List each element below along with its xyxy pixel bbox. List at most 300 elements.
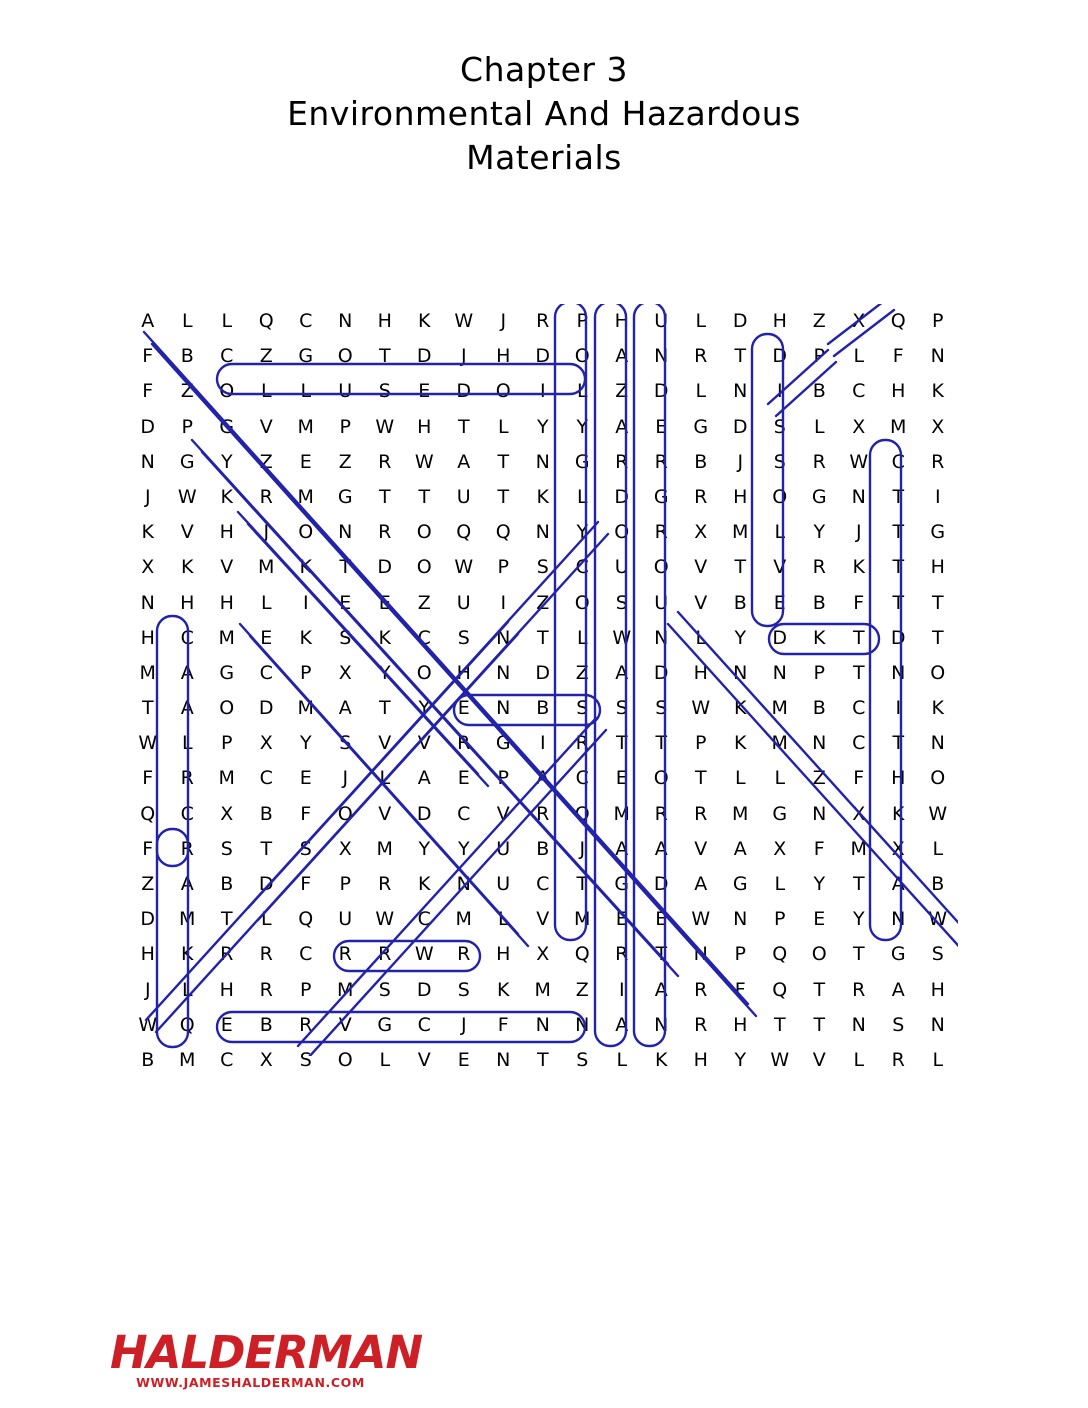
grid-letter: Z — [180, 380, 194, 403]
grid-letter: L — [181, 310, 193, 332]
grid-letter: G — [298, 345, 314, 368]
grid-letter: K — [852, 556, 865, 579]
grid-letter: W — [928, 802, 948, 825]
grid-letter: B — [733, 591, 747, 614]
grid-letter: H — [496, 345, 511, 368]
grid-letter: O — [416, 556, 432, 579]
grid-letter: Q — [772, 943, 788, 966]
grid-letter: G — [179, 450, 195, 473]
grid-letter: U — [654, 591, 669, 614]
grid-letter: K — [931, 697, 944, 720]
grid-letter: Z — [575, 661, 589, 684]
grid-letter: T — [773, 1013, 786, 1036]
grid-letter: O — [219, 380, 235, 403]
grid-letter: E — [655, 908, 668, 931]
grid-letter: M — [179, 908, 196, 931]
grid-letter: G — [693, 415, 709, 438]
grid-letter: Y — [220, 450, 233, 473]
grid-letter: O — [298, 521, 314, 544]
grid-letter: N — [140, 591, 155, 614]
grid-letter: W — [454, 310, 474, 332]
grid-letter: C — [891, 450, 905, 473]
grid-letter: R — [694, 802, 708, 825]
grid-letter: F — [813, 837, 825, 860]
grid-letter: C — [417, 626, 431, 649]
grid-letter: T — [418, 485, 431, 508]
grid-letter: Z — [338, 450, 352, 473]
grid-letter: X — [852, 310, 866, 332]
grid-letter: D — [535, 345, 551, 368]
grid-letter: K — [497, 978, 510, 1001]
grid-letter: P — [774, 908, 786, 931]
grid-letter: F — [300, 873, 312, 895]
grid-letter: P — [576, 310, 588, 332]
grid-letter: N — [772, 661, 787, 684]
grid-letter: T — [852, 626, 865, 649]
grid-letter: T — [457, 415, 470, 438]
grid-letter: A — [891, 873, 905, 895]
grid-letter: A — [536, 767, 550, 790]
grid-letter: L — [576, 626, 588, 649]
grid-letter: V — [694, 591, 708, 614]
grid-letter: J — [144, 978, 151, 1001]
title-line-3: Materials — [466, 138, 622, 177]
grid-letter: U — [456, 485, 471, 508]
grid-letter: N — [654, 1013, 669, 1036]
grid-letter: A — [141, 310, 155, 332]
grid-letter: N — [575, 1013, 590, 1036]
grid-letter: Q — [140, 802, 156, 825]
grid-letter: N — [930, 1013, 945, 1036]
grid-letter: F — [853, 591, 865, 614]
grid-letter: K — [418, 310, 431, 332]
grid-letter: Q — [574, 802, 590, 825]
grid-letter: T — [220, 908, 233, 931]
grid-letter: X — [694, 521, 708, 544]
grid-letter: C — [417, 908, 431, 931]
grid-letter: M — [890, 415, 907, 438]
grid-letter: P — [695, 732, 707, 755]
grid-letter: J — [579, 837, 586, 860]
grid-letter: G — [574, 450, 590, 473]
grid-letter: X — [852, 802, 866, 825]
grid-letter: J — [855, 521, 862, 544]
grid-letter: P — [932, 310, 944, 332]
grid-letter: I — [539, 732, 546, 755]
grid-letter: B — [259, 1013, 273, 1036]
grid-letter: S — [378, 380, 391, 403]
grid-letter: Y — [734, 626, 747, 649]
grid-letter: A — [615, 661, 629, 684]
grid-letter: S — [773, 450, 786, 473]
grid-letter: N — [891, 908, 906, 931]
grid-letter: F — [142, 380, 154, 403]
grid-letter: N — [812, 732, 827, 755]
grid-letter: B — [180, 345, 194, 368]
grid-letter: D — [258, 697, 274, 720]
grid-letter: T — [378, 345, 391, 368]
grid-letter: L — [379, 767, 391, 790]
grid-letter: T — [141, 697, 154, 720]
grid-letter: W — [454, 556, 474, 579]
grid-letter: L — [181, 978, 193, 1001]
grid-letter: M — [218, 767, 235, 790]
grid-letter: T — [655, 732, 668, 755]
grid-letter: V — [378, 732, 392, 755]
grid-letter: N — [693, 943, 708, 966]
grid-letter: S — [378, 978, 391, 1001]
grid-letter: U — [654, 310, 669, 332]
grid-letter: R — [220, 943, 234, 966]
grid-letter: M — [179, 1048, 196, 1071]
grid-letter: X — [536, 943, 550, 966]
grid-letter: E — [339, 591, 352, 614]
grid-letter: R — [694, 1013, 708, 1036]
grid-letter: U — [456, 591, 471, 614]
grid-letter: L — [813, 415, 825, 438]
grid-letter: L — [932, 1048, 944, 1071]
publisher-logo — [110, 1326, 423, 1391]
grid-letter: R — [536, 802, 550, 825]
grid-letter: D — [653, 380, 669, 403]
grid-letter: K — [181, 556, 194, 579]
grid-letter: S — [457, 978, 470, 1001]
grid-letter: C — [259, 767, 273, 790]
grid-letter: D — [772, 345, 788, 368]
grid-letter: T — [497, 450, 510, 473]
grid-letter: W — [691, 697, 711, 720]
grid-letter: X — [338, 837, 352, 860]
grid-letter: M — [455, 908, 472, 931]
grid-letter: Q — [495, 521, 511, 544]
grid-letter: S — [615, 697, 628, 720]
grid-letter: Y — [536, 415, 549, 438]
grid-letter: V — [496, 802, 510, 825]
grid-letter: D — [258, 873, 274, 895]
grid-letter: Y — [734, 1048, 747, 1071]
grid-letter: T — [892, 732, 905, 755]
grid-letter: W — [138, 1013, 158, 1036]
grid-letter: I — [618, 978, 625, 1001]
grid-letter: Q — [179, 1013, 195, 1036]
grid-letter: A — [733, 837, 747, 860]
title-line-1: Chapter 3 — [460, 50, 628, 89]
letter-grid — [128, 304, 958, 1071]
grid-letter: L — [853, 345, 865, 368]
grid-letter: A — [654, 978, 668, 1001]
grid-letter: N — [851, 1013, 866, 1036]
grid-letter: H — [693, 661, 708, 684]
grid-letter: A — [891, 978, 905, 1001]
grid-letter: Q — [772, 978, 788, 1001]
grid-letter: C — [852, 697, 866, 720]
grid-letter: R — [931, 450, 945, 473]
grid-letter: A — [654, 837, 668, 860]
grid-letter: V — [259, 415, 273, 438]
grid-letter: L — [260, 380, 272, 403]
brand-name: HALDERMAN — [110, 1326, 423, 1379]
grid-letter: Z — [812, 767, 826, 790]
word-search-puzzle — [128, 304, 958, 1071]
grid-letter: B — [141, 1048, 155, 1071]
grid-letter: T — [497, 485, 510, 508]
grid-letter: B — [694, 450, 708, 473]
grid-letter: T — [852, 943, 865, 966]
grid-letter: N — [496, 661, 511, 684]
grid-letter: R — [180, 767, 194, 790]
grid-letter: W — [138, 732, 158, 755]
grid-letter: A — [338, 697, 352, 720]
grid-letter: P — [734, 943, 746, 966]
grid-letter: N — [930, 345, 945, 368]
grid-letter: N — [812, 802, 827, 825]
grid-letter: M — [258, 556, 275, 579]
grid-letter: N — [930, 732, 945, 755]
grid-letter: E — [299, 450, 312, 473]
grid-letter: W — [414, 450, 434, 473]
grid-letter: J — [144, 485, 151, 508]
grid-letter: L — [695, 626, 707, 649]
grid-letter: Q — [258, 310, 274, 332]
grid-letter: R — [654, 802, 668, 825]
grid-letter: H — [733, 485, 748, 508]
grid-letter: T — [892, 591, 905, 614]
grid-letter: A — [615, 1013, 629, 1036]
grid-letter: G — [614, 873, 630, 895]
grid-letter: T — [813, 1013, 826, 1036]
grid-letter: N — [496, 626, 511, 649]
grid-letter: X — [338, 661, 352, 684]
grid-letter: Z — [417, 591, 431, 614]
grid-letter: D — [614, 485, 630, 508]
grid-letter: Z — [259, 450, 273, 473]
grid-letter: O — [337, 1048, 353, 1071]
grid-letter: Z — [575, 978, 589, 1001]
title-line-2: Environmental And Hazardous — [287, 94, 801, 133]
grid-letter: R — [259, 978, 273, 1001]
grid-letter: G — [219, 661, 235, 684]
grid-letter: C — [457, 802, 471, 825]
grid-letter: M — [139, 661, 156, 684]
grid-letter: L — [576, 485, 588, 508]
grid-letter: G — [219, 415, 235, 438]
grid-letter: N — [891, 661, 906, 684]
grid-letter: G — [930, 521, 946, 544]
grid-letter: L — [695, 310, 707, 332]
grid-letter: O — [416, 661, 432, 684]
grid-letter: K — [734, 697, 747, 720]
grid-letter: L — [616, 1048, 628, 1071]
grid-letter: D — [140, 415, 156, 438]
grid-letter: A — [180, 661, 194, 684]
grid-letter: W — [928, 908, 948, 931]
grid-letter: F — [142, 767, 154, 790]
grid-letter: A — [180, 697, 194, 720]
grid-letter: H — [180, 591, 195, 614]
grid-letter: W — [414, 943, 434, 966]
grid-letter: A — [694, 873, 708, 895]
grid-letter: S — [931, 943, 944, 966]
grid-letter: T — [339, 556, 352, 579]
grid-letter: T — [694, 767, 707, 790]
grid-letter: L — [379, 1048, 391, 1071]
grid-letter: N — [456, 873, 471, 895]
grid-letter: K — [892, 802, 905, 825]
grid-letter: J — [737, 450, 744, 473]
grid-letter: T — [378, 485, 391, 508]
grid-letter: F — [300, 802, 312, 825]
grid-letter: S — [615, 591, 628, 614]
grid-letter: A — [615, 345, 629, 368]
grid-letter: W — [691, 908, 711, 931]
grid-letter: R — [378, 873, 392, 895]
grid-letter: R — [536, 310, 550, 332]
grid-letter: B — [536, 697, 550, 720]
grid-letter: T — [615, 732, 628, 755]
grid-letter: P — [300, 978, 312, 1001]
grid-letter: L — [497, 415, 509, 438]
grid-letter: F — [734, 978, 746, 1001]
grid-letter: R — [654, 521, 668, 544]
grid-letter: G — [890, 943, 906, 966]
grid-letter: H — [930, 978, 945, 1001]
grid-letter: O — [337, 345, 353, 368]
grid-letter: R — [378, 450, 392, 473]
grid-letter: H — [417, 415, 432, 438]
grid-letter: S — [536, 556, 549, 579]
grid-letter: D — [456, 380, 472, 403]
grid-letter: P — [181, 415, 193, 438]
grid-letter: E — [299, 767, 312, 790]
grid-letter: V — [338, 1013, 352, 1036]
grid-letter: L — [181, 732, 193, 755]
grid-letter: D — [732, 415, 748, 438]
grid-letter: E — [457, 1048, 470, 1071]
grid-letter: N — [654, 626, 669, 649]
grid-letter: G — [772, 802, 788, 825]
grid-letter: R — [615, 943, 629, 966]
brand-url: WWW.JAMESHALDERMAN.COM — [136, 1375, 365, 1390]
grid-letter: L — [774, 767, 786, 790]
grid-letter: X — [773, 837, 787, 860]
grid-letter: R — [812, 556, 826, 579]
grid-letter: U — [614, 556, 629, 579]
grid-letter: E — [655, 415, 668, 438]
grid-letter: P — [813, 661, 825, 684]
grid-letter: T — [734, 556, 747, 579]
grid-letter: D — [890, 626, 906, 649]
grid-letter: E — [813, 908, 826, 931]
grid-letter: B — [931, 873, 945, 895]
grid-letter: M — [337, 978, 354, 1001]
grid-letter: C — [852, 380, 866, 403]
grid-letter: B — [812, 591, 826, 614]
grid-letter: H — [377, 310, 392, 332]
grid-letter: D — [416, 978, 432, 1001]
grid-letter: J — [342, 767, 349, 790]
grid-letter: X — [931, 415, 945, 438]
grid-letter: N — [496, 697, 511, 720]
grid-letter: V — [220, 556, 234, 579]
grid-letter: R — [180, 837, 194, 860]
grid-letter: G — [495, 732, 511, 755]
grid-letter: E — [773, 591, 786, 614]
grid-letter: P — [221, 732, 233, 755]
grid-letter: C — [220, 345, 234, 368]
grid-letter: P — [300, 661, 312, 684]
grid-letter: M — [613, 802, 630, 825]
grid-letter: L — [576, 380, 588, 403]
grid-letter: L — [853, 1048, 865, 1071]
grid-letter: E — [418, 380, 431, 403]
grid-letter: V — [378, 802, 392, 825]
grid-letter: O — [416, 521, 432, 544]
grid-letter: S — [220, 837, 233, 860]
grid-letter: L — [221, 310, 233, 332]
grid-letter: H — [930, 556, 945, 579]
grid-letter: D — [140, 908, 156, 931]
grid-letter: B — [812, 380, 826, 403]
grid-letter: M — [218, 626, 235, 649]
grid-letter: O — [930, 767, 946, 790]
grid-letter: H — [219, 978, 234, 1001]
grid-letter: M — [297, 697, 314, 720]
grid-letter: X — [141, 556, 155, 579]
grid-letter: R — [457, 943, 471, 966]
grid-letter: L — [774, 521, 786, 544]
grid-letter: C — [852, 732, 866, 755]
grid-letter: N — [140, 450, 155, 473]
grid-letter: I — [539, 380, 546, 403]
grid-letter: Y — [457, 837, 470, 860]
grid-letter: T — [852, 873, 865, 895]
grid-letter: D — [416, 345, 432, 368]
grid-letter: R — [299, 1013, 313, 1036]
grid-letter: G — [377, 1013, 393, 1036]
grid-letter: L — [300, 380, 312, 403]
grid-letter: N — [535, 450, 550, 473]
grid-letter: O — [930, 661, 946, 684]
grid-letter: K — [181, 943, 194, 966]
grid-letter: C — [180, 626, 194, 649]
grid-letter: N — [733, 661, 748, 684]
grid-letter: T — [734, 345, 747, 368]
grid-letter: Y — [813, 521, 826, 544]
grid-letter: S — [773, 415, 786, 438]
grid-letter: J — [263, 521, 270, 544]
grid-letter: Q — [890, 310, 906, 332]
grid-letter: I — [934, 485, 941, 508]
grid-letter: C — [299, 310, 313, 332]
grid-letter: P — [813, 345, 825, 368]
grid-letter: F — [142, 837, 154, 860]
grid-letter: M — [771, 732, 788, 755]
grid-letter: E — [220, 1013, 233, 1036]
grid-letter: O — [337, 802, 353, 825]
grid-letter: V — [180, 521, 194, 544]
grid-letter: S — [339, 626, 352, 649]
grid-letter: V — [773, 556, 787, 579]
grid-letter: R — [378, 943, 392, 966]
grid-letter: H — [772, 310, 787, 332]
grid-letter: E — [457, 697, 470, 720]
grid-letter: K — [220, 485, 233, 508]
page-title — [0, 48, 1088, 180]
grid-letter: H — [693, 1048, 708, 1071]
grid-letter: S — [339, 732, 352, 755]
grid-letter: T — [931, 591, 944, 614]
grid-letter: J — [460, 345, 467, 368]
